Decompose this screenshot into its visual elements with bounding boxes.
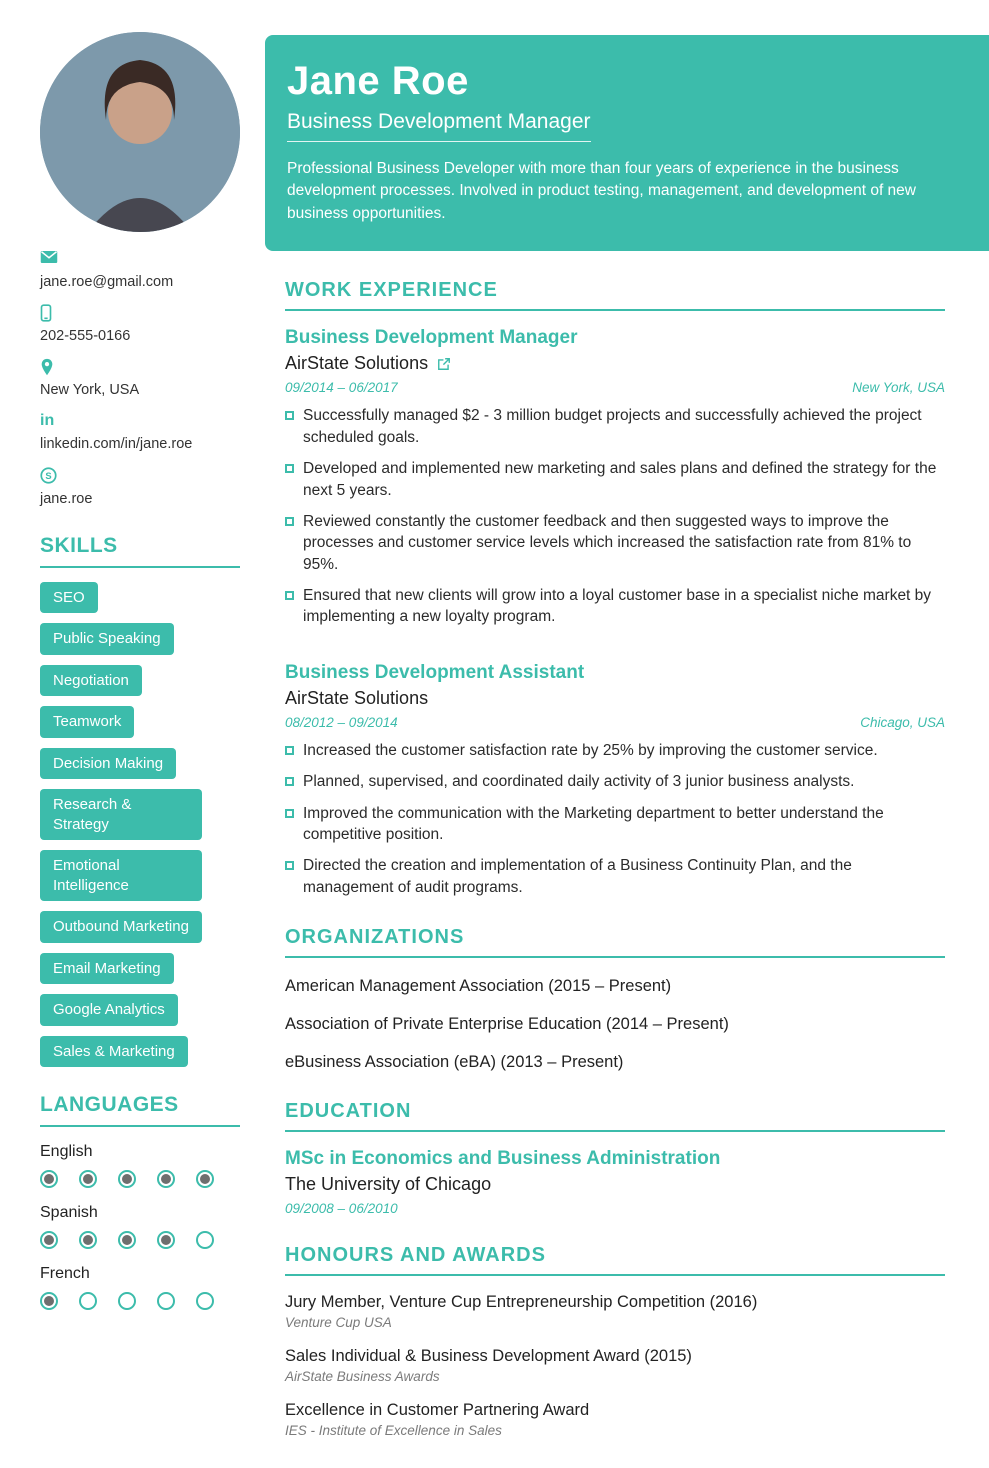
sidebar — [0, 0, 265, 1468]
level-dot — [40, 1292, 58, 1310]
location-pin-icon — [40, 358, 240, 376]
award-subtitle: Venture Cup USA — [285, 1315, 392, 1331]
job-bullets — [285, 740, 945, 898]
job-bullet: Successfully managed $2 - 3 million budget projects and successfully achieved the project scheduled goals. — [285, 405, 945, 448]
skype-icon — [40, 467, 240, 485]
contact-location-value: New York, USA — [40, 382, 140, 399]
external-link-icon[interactable] — [437, 357, 451, 371]
skill-pill: Public Speaking — [40, 623, 174, 655]
job-bullets — [285, 405, 945, 627]
level-dot — [196, 1292, 214, 1310]
level-dot — [196, 1170, 214, 1188]
award-entry — [285, 1401, 945, 1438]
level-dot — [40, 1170, 58, 1188]
work-experience-heading: WORK EXPERIENCE — [285, 279, 945, 311]
contact-skype-value: jane.roe — [40, 490, 93, 507]
award-title: Excellence in Customer Partnering Award — [285, 1401, 590, 1420]
education-entry — [285, 1148, 945, 1216]
level-dot — [79, 1170, 97, 1188]
organization-item: eBusiness Association (eBA) (2013 – Present) — [285, 1053, 624, 1072]
job-location: Chicago, USA — [860, 714, 945, 730]
summary-text: Professional Business Developer with more than four years of experience in the business development processes. Involved in product testing, management, and development of new business opportunities. — [287, 160, 916, 222]
level-dot — [118, 1231, 136, 1249]
organizations-heading: ORGANIZATIONS — [285, 926, 945, 958]
company-name: AirState Solutions — [285, 687, 429, 708]
level-dot — [118, 1292, 136, 1310]
level-dot — [40, 1231, 58, 1249]
job-entry — [285, 327, 945, 627]
degree-title: MSc in Economics and Business Administration — [285, 1148, 721, 1170]
skill-pill: Research & Strategy — [40, 789, 202, 840]
awards-section — [265, 1244, 989, 1438]
organization-item: American Management Association (2015 – Present) — [285, 977, 672, 996]
language-level-dots — [40, 1170, 240, 1188]
level-dot — [79, 1231, 97, 1249]
skill-pill: Emotional Intelligence — [40, 850, 202, 901]
person-name: Jane Roe — [287, 59, 469, 103]
contact-section — [40, 250, 240, 508]
language-level-dots — [40, 1292, 240, 1310]
contact-skype — [40, 467, 240, 508]
job-entry — [285, 662, 945, 898]
contact-email — [40, 250, 240, 291]
skill-pill: Negotiation — [40, 665, 142, 697]
phone-icon — [40, 304, 240, 322]
award-title: Jury Member, Venture Cup Entrepreneurship Competition (2016) — [285, 1293, 758, 1312]
awards-heading: HONOURS AND AWARDS — [285, 1244, 945, 1276]
skill-pill: SEO — [40, 582, 98, 614]
contact-location — [40, 358, 240, 399]
contact-phone-value: 202-555-0166 — [40, 328, 131, 345]
award-entry — [285, 1347, 945, 1384]
job-title: Business Development Manager — [285, 327, 578, 349]
header-banner — [265, 35, 989, 251]
award-title: Sales Individual & Business Development Award (2015) — [285, 1347, 692, 1366]
education-section — [265, 1100, 989, 1216]
main-column — [265, 0, 989, 1468]
education-dates: 09/2008 – 06/2010 — [285, 1201, 398, 1217]
job-bullet: Reviewed constantly the customer feedback and then suggested ways to improve the processes and customer service levels which increased the satisfaction rate from 81% to 95%. — [285, 511, 945, 575]
skill-pill: Email Marketing — [40, 953, 174, 985]
job-title: Business Development Assistant — [285, 661, 585, 683]
envelope-icon — [40, 250, 240, 268]
level-dot — [157, 1231, 175, 1249]
language-name: Spanish — [40, 1204, 98, 1222]
level-dot — [79, 1292, 97, 1310]
skills-list — [40, 582, 240, 1068]
skill-pill: Decision Making — [40, 748, 176, 780]
language-item — [40, 1265, 240, 1310]
language-level-dots — [40, 1231, 240, 1249]
level-dot — [196, 1231, 214, 1249]
organization-item: Association of Private Enterprise Education (2014 – Present) — [285, 1015, 729, 1034]
job-bullet: Improved the communication with the Marketing department to better understand the competitive position. — [285, 803, 945, 846]
award-subtitle: IES - Institute of Excellence in Sales — [285, 1423, 502, 1439]
job-bullet: Ensured that new clients will grow into a loyal customer base in a specialist niche market by implementing a new loyalty program. — [285, 585, 945, 628]
linkedin-icon: in — [40, 412, 55, 430]
profile-photo-placeholder — [40, 32, 240, 232]
skill-pill: Teamwork — [40, 706, 134, 738]
job-dates: 08/2012 – 09/2014 — [285, 714, 398, 730]
skill-pill: Outbound Marketing — [40, 911, 202, 943]
contact-linkedin — [40, 412, 240, 453]
languages-heading: LANGUAGES — [40, 1093, 240, 1127]
job-bullet: Increased the customer satisfaction rate by 25% by improving the customer service. — [285, 740, 945, 761]
job-bullet: Directed the creation and implementation of a Business Continuity Plan, and the management of audit programs. — [285, 855, 945, 898]
job-bullet: Developed and implemented new marketing and sales plans and defined the strategy for the next 5 years. — [285, 458, 945, 501]
person-job-title: Business Development Manager — [287, 110, 591, 142]
language-item — [40, 1204, 240, 1249]
contact-linkedin-value[interactable]: linkedin.com/in/jane.roe — [40, 436, 193, 453]
skill-pill: Sales & Marketing — [40, 1036, 188, 1068]
job-location: New York, USA — [852, 380, 945, 396]
level-dot — [118, 1170, 136, 1188]
skill-pill: Google Analytics — [40, 994, 178, 1026]
work-experience-section — [265, 279, 989, 898]
contact-email-value[interactable]: jane.roe@gmail.com — [40, 274, 174, 290]
language-name: French — [40, 1265, 90, 1283]
level-dot — [157, 1292, 175, 1310]
company-name: AirState Solutions — [285, 353, 429, 374]
organizations-section — [265, 926, 989, 1072]
level-dot — [157, 1170, 175, 1188]
job-bullet: Planned, supervised, and coordinated daily activity of 3 junior business analysts. — [285, 771, 945, 792]
contact-phone — [40, 304, 240, 345]
profile-photo — [40, 32, 240, 232]
award-subtitle: AirState Business Awards — [285, 1369, 440, 1385]
skills-heading: SKILLS — [40, 534, 240, 568]
language-item — [40, 1143, 240, 1188]
education-heading: EDUCATION — [285, 1100, 945, 1132]
svg-text:S: S — [45, 470, 52, 481]
award-entry — [285, 1293, 945, 1330]
language-name: English — [40, 1143, 93, 1161]
school-name: The University of Chicago — [285, 1174, 492, 1195]
job-dates: 09/2014 – 06/2017 — [285, 380, 398, 396]
